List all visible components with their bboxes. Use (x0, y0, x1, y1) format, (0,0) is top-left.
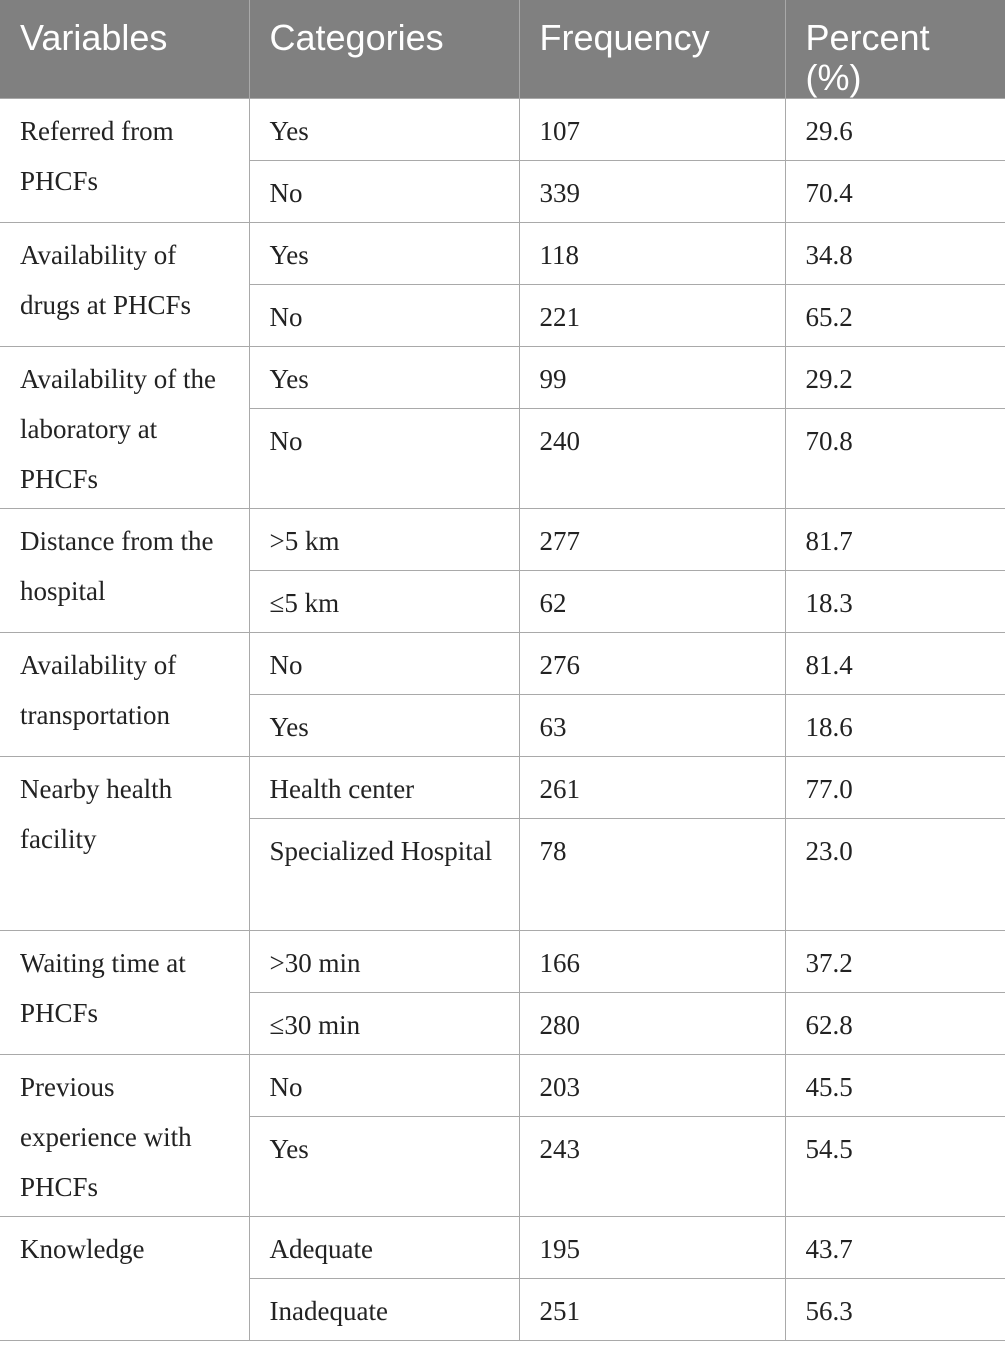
percent-cell: 43.7 (785, 1217, 1005, 1279)
table-row (0, 1217, 1005, 1279)
frequency-cell: 63 (519, 695, 785, 757)
frequency-cell: 276 (519, 633, 785, 695)
category-cell: Yes (249, 347, 519, 409)
percent-cell: 56.3 (785, 1279, 1005, 1341)
category-cell: Health center (249, 757, 519, 819)
table-row (0, 99, 1005, 161)
category-cell: >5 km (249, 509, 519, 571)
frequency-cell: 261 (519, 757, 785, 819)
frequency-cell: 280 (519, 993, 785, 1055)
percent-cell: 23.0 (785, 819, 1005, 931)
frequency-cell: 251 (519, 1279, 785, 1341)
variable-cell: Nearby health facility (0, 757, 249, 931)
category-cell: No (249, 409, 519, 509)
variable-cell: Referred from PHCFs (0, 99, 249, 223)
percent-cell: 18.3 (785, 571, 1005, 633)
category-cell: ≤5 km (249, 571, 519, 633)
category-cell: >30 min (249, 931, 519, 993)
percent-cell: 70.8 (785, 409, 1005, 509)
variable-cell: Waiting time at PHCFs (0, 931, 249, 1055)
category-cell: Yes (249, 1117, 519, 1217)
table-row (0, 347, 1005, 409)
header-categories: Categories (249, 0, 519, 99)
table-row (0, 1055, 1005, 1117)
category-cell: Yes (249, 99, 519, 161)
percent-cell: 29.2 (785, 347, 1005, 409)
category-cell: ≤30 min (249, 993, 519, 1055)
table-row (0, 509, 1005, 571)
percent-cell: 37.2 (785, 931, 1005, 993)
category-cell: Yes (249, 695, 519, 757)
category-cell: No (249, 633, 519, 695)
variable-cell: Availability of drugs at PHCFs (0, 223, 249, 347)
frequency-cell: 99 (519, 347, 785, 409)
percent-cell: 54.5 (785, 1117, 1005, 1217)
header-frequency: Frequency (519, 0, 785, 99)
percent-cell: 81.4 (785, 633, 1005, 695)
percent-cell: 29.6 (785, 99, 1005, 161)
percent-cell: 65.2 (785, 285, 1005, 347)
category-cell: Yes (249, 223, 519, 285)
percent-cell: 77.0 (785, 757, 1005, 819)
category-cell: No (249, 285, 519, 347)
frequency-cell: 78 (519, 819, 785, 931)
table-row (0, 223, 1005, 285)
percent-cell: 18.6 (785, 695, 1005, 757)
frequency-cell: 62 (519, 571, 785, 633)
percent-cell: 34.8 (785, 223, 1005, 285)
header-variables: Variables (0, 0, 249, 99)
table-row (0, 757, 1005, 819)
category-cell: Adequate (249, 1217, 519, 1279)
frequency-cell: 107 (519, 99, 785, 161)
variable-cell: Availability of transportation (0, 633, 249, 757)
variable-cell: Availability of the laboratory at PHCFs (0, 347, 249, 509)
table-row (0, 633, 1005, 695)
frequency-cell: 243 (519, 1117, 785, 1217)
header-row (0, 0, 1005, 99)
frequency-cell: 195 (519, 1217, 785, 1279)
percent-cell: 45.5 (785, 1055, 1005, 1117)
header-percent: Percent (%) (785, 0, 1005, 99)
frequency-cell: 221 (519, 285, 785, 347)
frequency-cell: 277 (519, 509, 785, 571)
variable-cell: Knowledge (0, 1217, 249, 1341)
variable-cell: Previous experience with PHCFs (0, 1055, 249, 1217)
frequency-cell: 339 (519, 161, 785, 223)
category-cell: No (249, 1055, 519, 1117)
category-cell: Inadequate (249, 1279, 519, 1341)
frequency-cell: 166 (519, 931, 785, 993)
percent-cell: 70.4 (785, 161, 1005, 223)
frequency-cell: 203 (519, 1055, 785, 1117)
category-cell: Specialized Hospital (249, 819, 519, 931)
percent-cell: 81.7 (785, 509, 1005, 571)
frequency-cell: 118 (519, 223, 785, 285)
category-cell: No (249, 161, 519, 223)
table-row (0, 931, 1005, 993)
percent-cell: 62.8 (785, 993, 1005, 1055)
frequency-cell: 240 (519, 409, 785, 509)
variable-cell: Distance from the hospital (0, 509, 249, 633)
